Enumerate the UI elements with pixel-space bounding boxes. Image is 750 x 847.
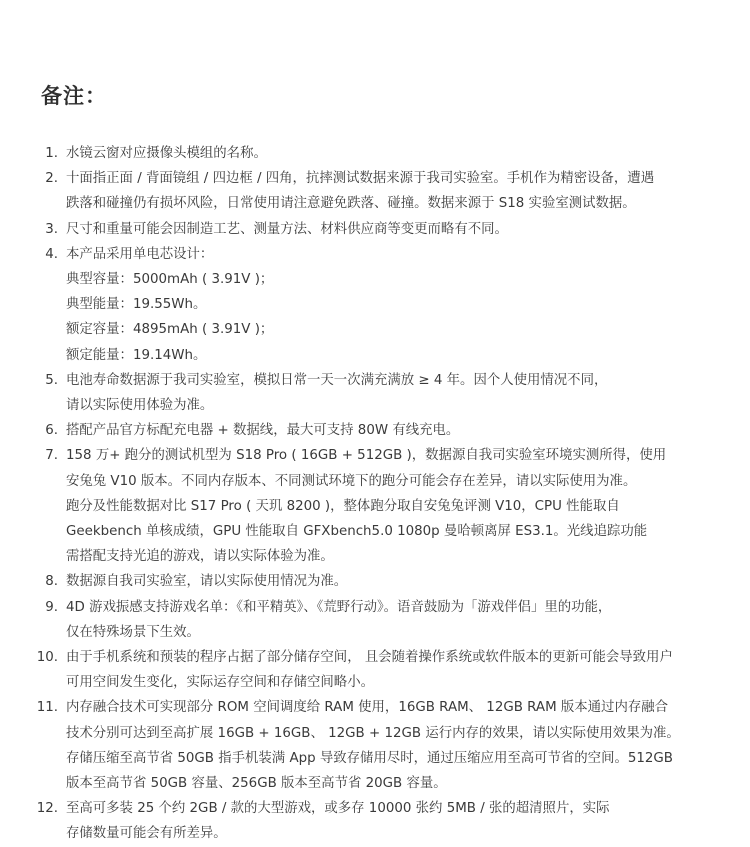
note-number: 10.: [36, 650, 58, 666]
note-item-2: [0, 166, 750, 216]
note-text: 需搭配支持光追的游戏，请以实际体验为准。: [66, 549, 334, 565]
note-text: 4D 游戏振感支持游戏名单：《和平精英》、《荒野行动》。语音鼓励为「游戏伴侣」里的功能，: [66, 599, 612, 615]
note-number: 2.: [45, 171, 58, 187]
note-number: 1.: [45, 146, 58, 161]
note-item-7: [0, 443, 750, 569]
note-item-6: [0, 418, 750, 443]
battery-rated-capacity: 额定容量：4895mAh ( 3.91V )；: [66, 322, 274, 338]
battery-rated-energy: 额定能量：19.14Wh。: [66, 347, 207, 363]
note-number: 11.: [36, 700, 58, 716]
note-text: 搭配产品官方标配充电器 + 数据线，最大可支持 80W 有线充电。: [66, 423, 460, 439]
notes-heading: 备注：: [41, 84, 107, 108]
note-number: 8.: [45, 574, 58, 590]
note-text: 存储压缩至高节省 50GB 指手机装满 App 导致存储用尽时，通过压缩应用至高可节省的空间。512GB: [66, 750, 673, 766]
note-text: 电池寿命数据源于我司实验室，模拟日常一天一次满充满放 ≥ 4 年。因个人使用情况不同，: [66, 372, 608, 388]
note-item-1: [0, 141, 750, 166]
note-item-11: [0, 695, 750, 796]
note-item-4: [0, 242, 750, 368]
note-text: 十面指正面 / 背面镜组 / 四边框 / 四角，抗摔测试数据来源于我司实验室。手机作为精密设备，遭遇: [66, 171, 655, 187]
note-text: 存储数量可能会有所差异。: [66, 826, 227, 842]
note-number: 12.: [36, 801, 58, 817]
note-text: 尺寸和重量可能会因制造工艺、测量方法、材料供应商等变更而略有不同。: [66, 221, 508, 237]
notes-list: [0, 141, 750, 847]
battery-typical-energy: 典型能量：19.55Wh。: [66, 297, 207, 313]
note-text: 安兔兔 V10 版本。不同内存版本、不同测试环境下的跑分可能会存在差异，请以实际使用为准。: [66, 473, 637, 489]
note-text: 跑分及性能数据对比 S17 Pro ( 天玑 8200 )，整体跑分取自安兔兔评测 V10，CPU 性能取自: [66, 498, 620, 514]
note-text: 数据源自我司实验室，请以实际使用情况为准。: [66, 574, 348, 590]
note-number: 5.: [45, 372, 58, 388]
note-text: 内存融合技术可实现部分 ROM 空间调度给 RAM 使用，16GB RAM、 12GB RAM 版本通过内存融合: [66, 700, 669, 716]
note-number: 7.: [45, 448, 58, 464]
note-text: 158 万+ 跑分的测试机型为 S18 Pro ( 16GB + 512GB )，数据源自我司实验室环境实测所得，使用: [66, 448, 667, 464]
note-text: 本产品采用单电芯设计：: [66, 246, 214, 262]
note-number: 4.: [45, 246, 58, 262]
note-item-5: [0, 368, 750, 418]
note-item-9: [0, 595, 750, 645]
note-number: 3.: [45, 221, 58, 237]
note-text: 仅在特殊场景下生效。: [66, 624, 200, 640]
note-text: 至高可多装 25 个约 2GB / 款的大型游戏，或多存 10000 张约 5MB / 张的超清照片，实际: [66, 801, 610, 817]
note-text: 版本至高节省 50GB 容量、256GB 版本至高节省 20GB 容量。: [66, 776, 447, 792]
note-item-3: [0, 217, 750, 242]
note-item-10: [0, 645, 750, 695]
note-item-12: [0, 796, 750, 846]
battery-typical-capacity: 典型容量：5000mAh ( 3.91V )；: [66, 272, 274, 288]
note-text: 技术分别可达到至高扩展 16GB + 16GB、 12GB + 12GB 运行内存的效果，请以实际使用效果为准。: [66, 725, 680, 741]
note-text: 可用空间发生变化，实际运存空间和存储空间略小。: [66, 675, 374, 691]
note-number: 6.: [45, 423, 58, 439]
note-text: 请以实际使用体验为准。: [66, 398, 214, 414]
note-text: 水镜云窗对应摄像头模组的名称。: [66, 146, 267, 161]
note-text: 由于手机系统和预装的程序占据了部分储存空间， 且会随着操作系统或软件版本的更新可能会导致用户: [66, 650, 673, 666]
note-number: 9.: [45, 599, 58, 615]
note-item-8: [0, 569, 750, 594]
note-text: Geekbench 单核成绩，GPU 性能取自 GFXbench5.0 1080p 曼哈顿离屏 ES3.1。光线追踪功能: [66, 524, 648, 540]
note-text: 跌落和碰撞仍有损坏风险，日常使用请注意避免跌落、碰撞。数据来源于 S18 实验室测试数据。: [66, 196, 636, 212]
